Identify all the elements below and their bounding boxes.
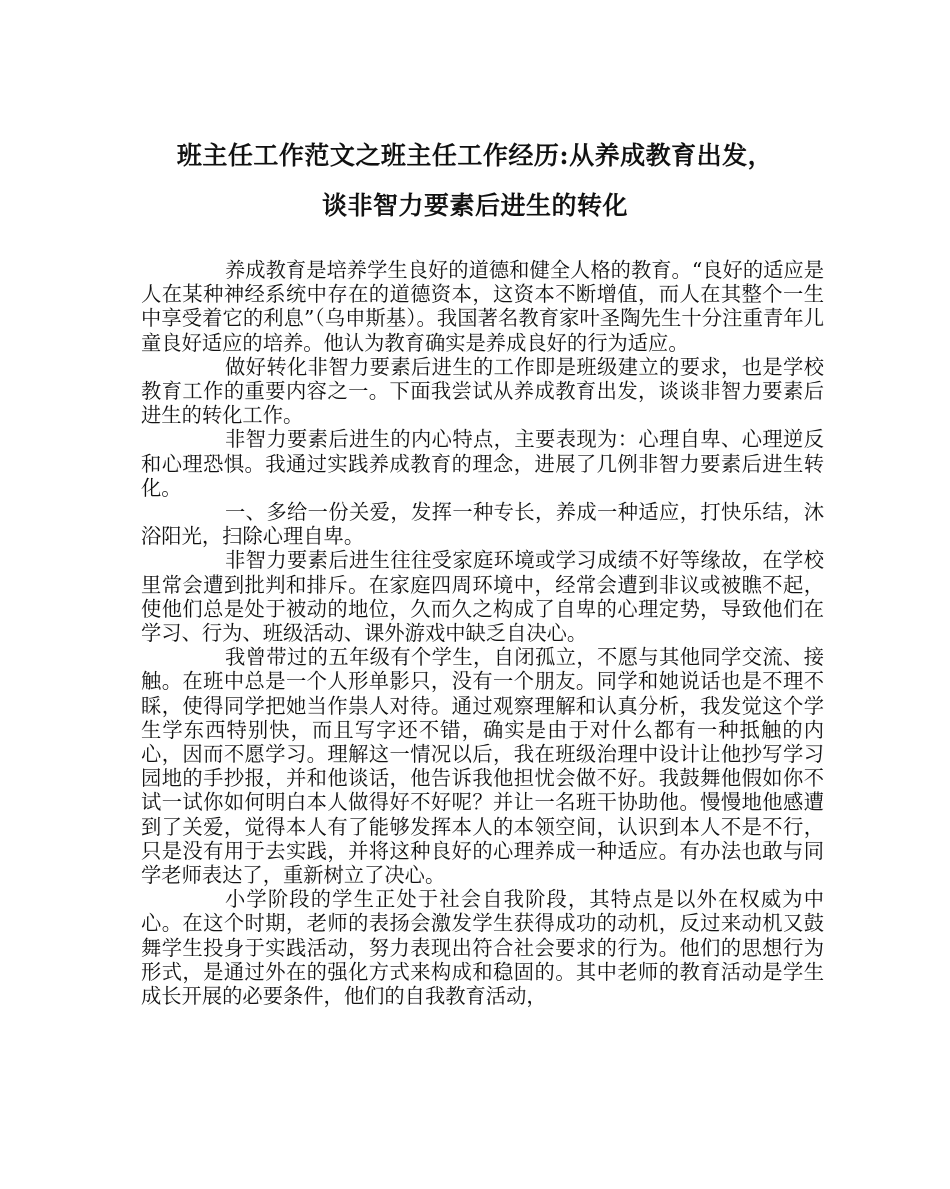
body-text	[141, 258, 824, 1008]
paragraph-3: 非智力要素后进生的内心特点，主要表现为：心理自卑、心理逆反和心理恐惧。我通过实践养成教育的理念，进展了几例非智力要素后进生转化。	[141, 427, 824, 500]
paragraph-4: 一、多给一份关爱，发挥一种专长，养成一种适应，打快乐结，沐浴阳光，扫除心理自卑。	[141, 500, 824, 549]
paragraph-7: 小学阶段的学生正处于社会自我阶段，其特点是以外在权威为中心。在这个时期，老师的表扬会激发学生获得成功的动机，反过来动机又鼓舞学生投身于实践活动，努力表现出符合社会要求的行为。他们的思想行为形式，是通过外在的强化方式来构成和稳固的。其中老师的教育活动是学生成长开展的必要条件，他们的自我教育活动，	[141, 887, 824, 1009]
paragraph-2: 做好转化非智力要素后进生的工作即是班级建立的要求，也是学校教育工作的重要内容之一。下面我尝试从养成教育出发，谈谈非智力要素后进生的转化工作。	[141, 354, 824, 428]
paragraph-5: 非智力要素后进生往往受家庭环境或学习成绩不好等缘故，在学校里常会遭到批判和排斥。在家庭四周环境中，经常会遭到非议或被瞧不起，使他们总是处于被动的地位，久而久之构成了自卑的心理定势，导致他们在学习、行为、班级活动、课外游戏中缺乏自决心。	[141, 548, 824, 646]
paragraph-1: 养成教育是培养学生良好的道德和健全人格的教育。“良好的适应是人在某种神经系统中存在的道德资本，这资本不断增值，而人在其整个一生中享受着它的利息”（乌申斯基）。我国著名教育家叶圣陶先生十分注重青年儿童良好适应的培养。他认为教育确实是养成良好的行为适应。	[141, 258, 824, 355]
page-title-line-1: 班主任工作范文之班主任工作经历:从养成教育出发，	[176, 141, 774, 170]
paragraph-6: 我曾带过的五年级有个学生，自闭孤立，不愿与其他同学交流、接触。在班中总是一个人形单影只，没有一个朋友。同学和她说话也是不理不睬，使得同学把她当作祟人对待。通过观察理解和认真分析，我发觉这个学生学东西特别快，而且写字还不错，确实是由于对什么都有一种抵触的内心，因而不愿学习。理解这一情况以后，我在班级治理中设计让他抄写学习园地的手抄报，并和他谈话，他告诉我他担忧会做不好。我鼓舞他假如你不试一试你如何明白本人做得好不好呢？并让一名班干协助他。慢慢地他感遭到了关爱，觉得本人有了能够发挥本人的本领空间，认识到本人不是不行，只是没有用于去实践，并将这种良好的心理养成一种适应。有办法也敢与同学老师表达了，重新树立了决心。	[141, 645, 824, 888]
page-title-line-2: 谈非智力要素后进生的转化	[321, 191, 628, 220]
